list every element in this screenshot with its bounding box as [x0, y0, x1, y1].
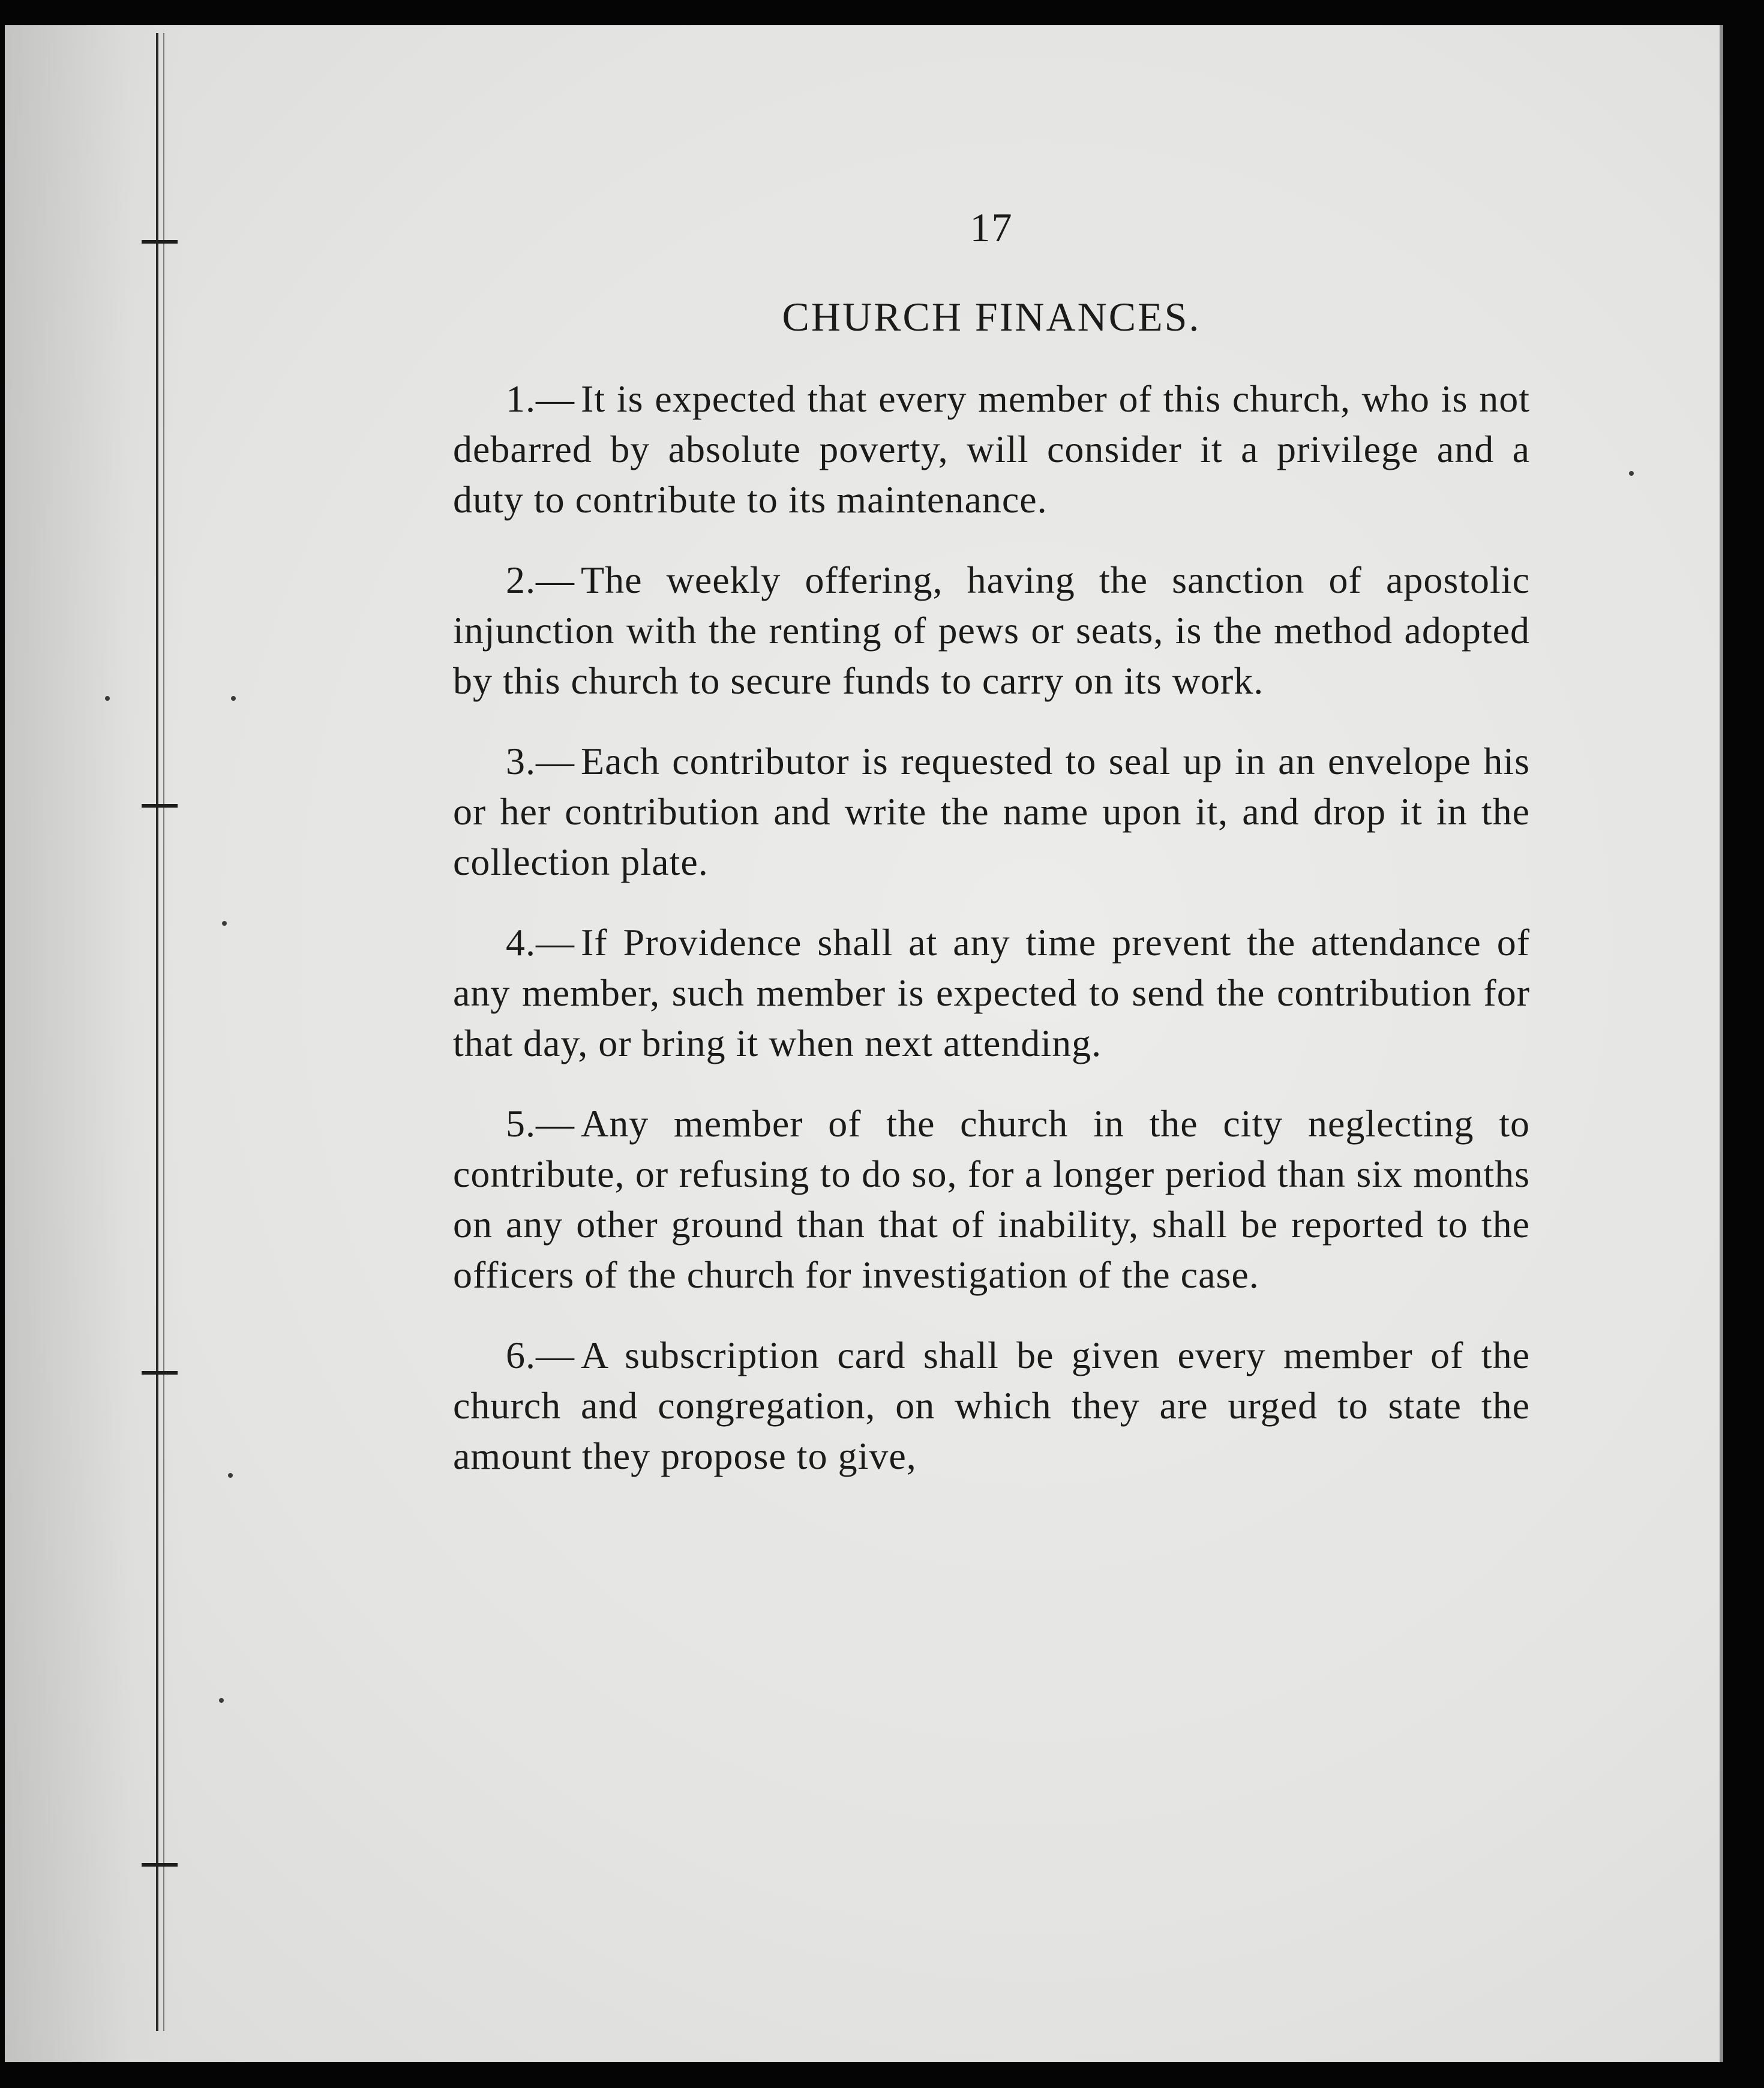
paper-speck — [105, 696, 110, 701]
page-number: 17 — [970, 205, 1013, 250]
paragraph-text: The weekly offering, having the sanction of apostolic injunction with the renting of pews or seats, is the method adopted by this church to secure funds to carry on its work. — [453, 559, 1530, 702]
binding-stitch — [142, 804, 178, 808]
paragraph-number: 4.— — [506, 921, 575, 964]
paragraph-4 — [453, 917, 1530, 1069]
binding-stitch — [142, 240, 178, 244]
paragraph-3 — [453, 736, 1530, 887]
binding-stitch — [142, 1863, 178, 1867]
paper-speck — [228, 1473, 233, 1478]
paragraph-text: Each contributor is requested to seal up in an envelope his or her contribution and write the name upon it, and drop it in the collection plate. — [453, 740, 1530, 883]
paper-speck — [231, 696, 236, 701]
paragraph-number: 3.— — [506, 740, 575, 782]
page-edge — [1720, 25, 1723, 2062]
paper-speck — [222, 921, 227, 926]
paragraph-number: 5.— — [506, 1102, 575, 1145]
paragraph-number: 6.— — [506, 1334, 575, 1376]
paper-speck — [1629, 471, 1634, 476]
binding-spine — [156, 33, 164, 2031]
paragraph-text: Any member of the church in the city neglecting to contribute, or refusing to do so, for a longer period than six months on any other ground than that of inability, shall be reported to the officers of the church for investigation of the case. — [453, 1102, 1530, 1296]
paragraph-2 — [453, 555, 1530, 706]
paragraph-text: If Providence shall at any time prevent the attendance of any member, such member is expected to send the contribution for that day, or bring it when next attending. — [453, 921, 1530, 1064]
paragraph-number: 1.— — [506, 377, 575, 420]
paragraph-6 — [453, 1330, 1530, 1481]
paragraph-text: A subscription card shall be given every member of the church and congregation, on which they are urged to state the amount they propose to give, — [453, 1334, 1530, 1477]
paragraph-5 — [453, 1099, 1530, 1300]
page-content — [453, 204, 1530, 1511]
paragraph-1 — [453, 374, 1530, 525]
paragraph-text: It is expected that every member of this church, who is not debarred by absolute poverty, will consider it a privilege and a duty to contribute to its maintenance. — [453, 377, 1530, 521]
paper-speck — [219, 1698, 224, 1703]
paragraph-number: 2.— — [506, 559, 575, 601]
binding-stitch — [142, 1371, 178, 1375]
section-heading: CHURCH FINANCES. — [782, 294, 1201, 340]
